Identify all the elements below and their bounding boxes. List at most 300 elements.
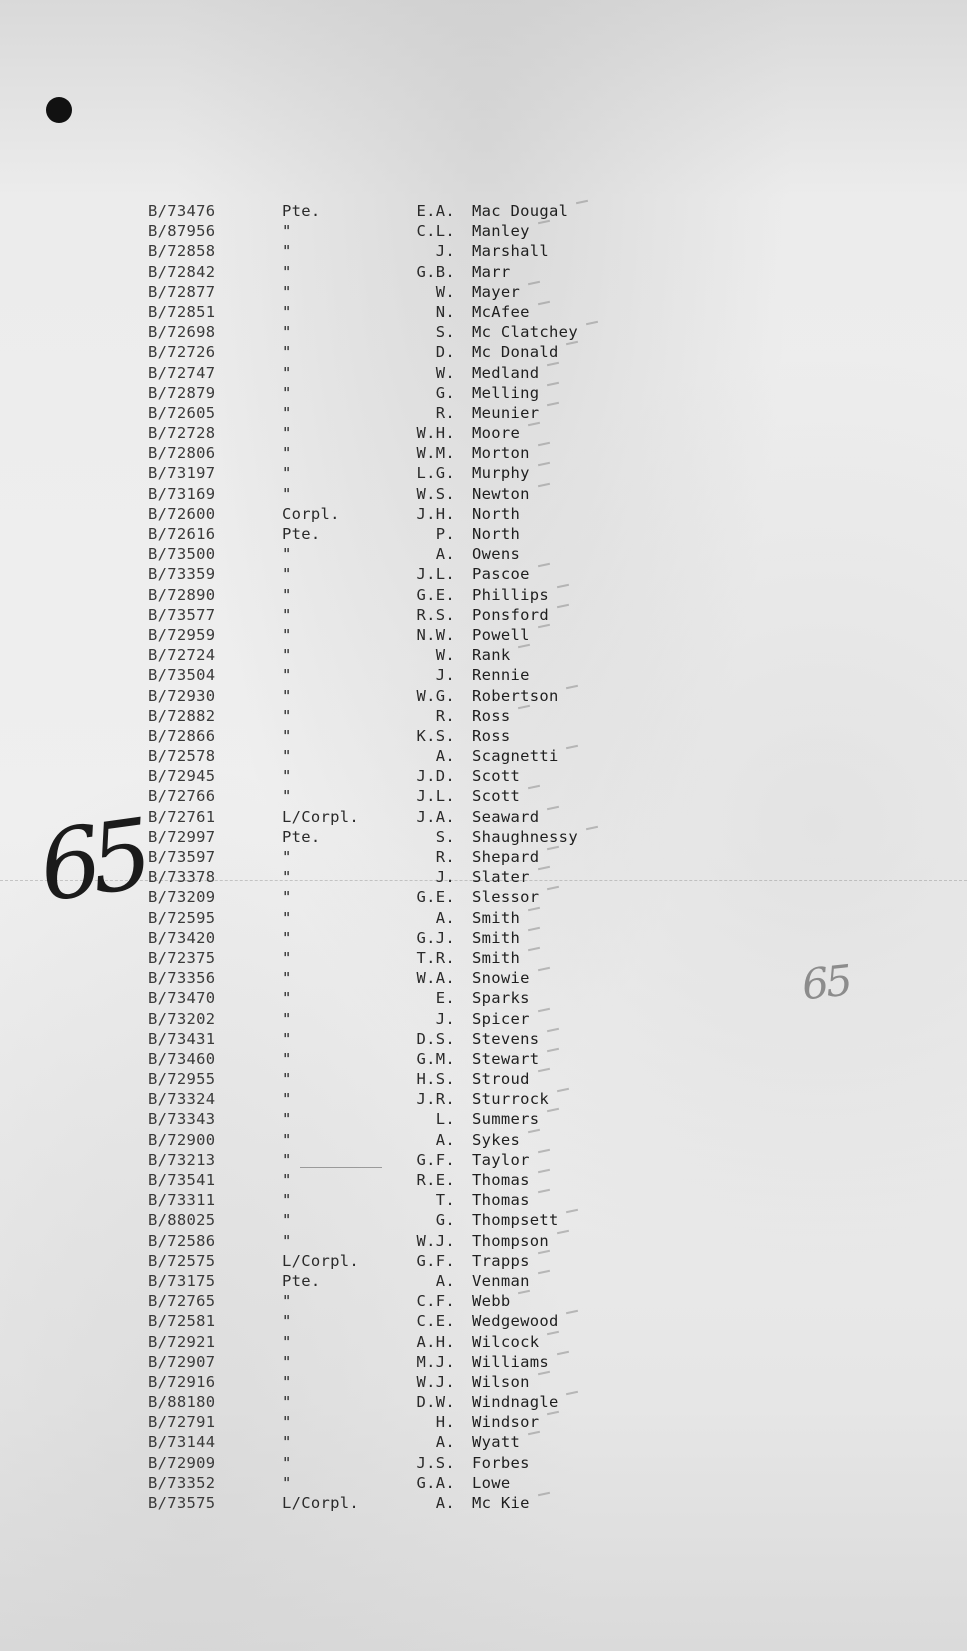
- roster-row: [0, 1392, 967, 1412]
- initials: R.: [435, 706, 455, 725]
- check-tick-mark: [528, 1431, 540, 1435]
- service-number: B/72851: [148, 302, 216, 321]
- service-number: B/73470: [148, 989, 216, 1008]
- initials: T.: [435, 1191, 455, 1210]
- surname: Powell: [472, 625, 530, 644]
- service-number: B/72955: [148, 1070, 216, 1089]
- punch-hole: [46, 97, 72, 123]
- check-tick-mark: [528, 785, 540, 789]
- initials: W.S.: [416, 484, 455, 503]
- check-tick-mark: [528, 927, 540, 931]
- check-tick-mark: [538, 967, 550, 971]
- surname: Phillips: [472, 585, 550, 604]
- initials: G.F.: [416, 1150, 455, 1169]
- check-tick-mark: [566, 684, 578, 688]
- surname: Sturrock: [472, 1090, 550, 1109]
- surname: Slater: [472, 868, 530, 887]
- roster-row: [0, 1473, 967, 1493]
- initials: R.: [435, 403, 455, 422]
- surname: Ross: [472, 706, 511, 725]
- rank: Pte.: [282, 202, 321, 220]
- rank: ": [282, 1292, 292, 1311]
- service-number: B/73324: [148, 1090, 216, 1109]
- service-number: B/73343: [148, 1110, 216, 1129]
- roster-row: [0, 665, 967, 685]
- surname: Mayer: [472, 282, 521, 301]
- roster-row: [0, 463, 967, 483]
- roster-row: [0, 1130, 967, 1150]
- roster-row: [0, 706, 967, 726]
- service-number: B/72761: [148, 807, 216, 826]
- check-tick-mark: [547, 361, 559, 365]
- check-tick-mark: [538, 1371, 550, 1375]
- check-tick-mark: [557, 1229, 569, 1233]
- service-number: B/73175: [148, 1271, 216, 1290]
- surname: Shepard: [472, 848, 540, 866]
- initials: J.H.: [416, 504, 455, 523]
- service-number: B/72858: [148, 242, 216, 261]
- check-tick-mark: [528, 422, 540, 426]
- service-number: B/73431: [148, 1029, 216, 1048]
- roster-row: [0, 847, 967, 867]
- roster-row: [0, 201, 967, 221]
- check-tick-mark: [566, 341, 578, 345]
- rank: L/Corpl.: [282, 807, 360, 826]
- service-number: B/72575: [148, 1251, 216, 1270]
- check-tick-mark: [538, 1492, 550, 1496]
- rank: ": [282, 242, 292, 261]
- service-number: B/72765: [148, 1292, 216, 1311]
- roster-row: [0, 585, 967, 605]
- rank: ": [282, 1211, 292, 1230]
- surname: Smith: [472, 908, 521, 927]
- surname: Mc Clatchey: [472, 323, 578, 342]
- roster-row: [0, 524, 967, 544]
- surname: Sykes: [472, 1130, 521, 1149]
- surname: Snowie: [472, 969, 530, 988]
- roster-row: [0, 423, 967, 443]
- check-tick-mark: [586, 321, 598, 325]
- service-number: B/72747: [148, 363, 216, 382]
- rank: ": [282, 646, 292, 665]
- service-number: B/73500: [148, 545, 216, 564]
- check-tick-mark: [547, 1048, 559, 1052]
- roster-row: [0, 221, 967, 241]
- rank: ": [282, 989, 292, 1008]
- roster-row: [0, 908, 967, 928]
- rank: ": [282, 1049, 292, 1068]
- check-tick-mark: [557, 1088, 569, 1092]
- rank: ": [282, 888, 292, 907]
- initials: W.: [435, 282, 455, 301]
- check-tick-mark: [538, 1270, 550, 1274]
- service-number: B/72909: [148, 1453, 216, 1472]
- surname: Owens: [472, 545, 521, 564]
- check-tick-mark: [538, 1169, 550, 1173]
- surname: Manley: [472, 222, 530, 241]
- service-number: B/73197: [148, 464, 216, 483]
- initials: A.: [435, 1433, 455, 1452]
- initials: G.E.: [416, 888, 455, 907]
- handwritten-page-number-right: 65: [799, 955, 852, 1010]
- surname: Williams: [472, 1352, 550, 1371]
- rank: ": [282, 282, 292, 301]
- initials: J.: [435, 1009, 455, 1028]
- rank: L/Corpl.: [282, 1251, 360, 1270]
- rank: ": [282, 726, 292, 745]
- service-number: B/73541: [148, 1171, 216, 1189]
- initials: D.W.: [416, 1393, 455, 1412]
- roster-row: [0, 1210, 967, 1230]
- rank: ": [282, 302, 292, 321]
- roster-row: [0, 766, 967, 786]
- roster-row: [0, 564, 967, 584]
- roster-row: [0, 241, 967, 261]
- rank: ": [282, 565, 292, 584]
- surname: Mc Kie: [472, 1494, 530, 1512]
- initials: M.J.: [416, 1352, 455, 1371]
- initials: S.: [435, 323, 455, 342]
- roster-row: [0, 1271, 967, 1291]
- initials: A.: [435, 1271, 455, 1290]
- service-number: B/73352: [148, 1473, 216, 1492]
- rank: ": [282, 848, 292, 866]
- surname: Mc Donald: [472, 343, 559, 362]
- check-tick-mark: [528, 281, 540, 285]
- check-tick-mark: [547, 805, 559, 809]
- check-tick-mark: [586, 826, 598, 830]
- rank: ": [282, 545, 292, 564]
- service-number: B/72578: [148, 747, 216, 766]
- service-number: B/73476: [148, 202, 216, 220]
- check-tick-mark: [566, 1310, 578, 1314]
- surname: Shaughnessy: [472, 827, 578, 846]
- rank: Corpl.: [282, 504, 340, 523]
- initials: C.L.: [416, 222, 455, 241]
- rank: ": [282, 464, 292, 483]
- initials: R.E.: [416, 1171, 455, 1189]
- surname: Wedgewood: [472, 1312, 559, 1331]
- initials: W.: [435, 646, 455, 665]
- check-tick-mark: [557, 583, 569, 587]
- rank: ": [282, 706, 292, 725]
- initials: K.S.: [416, 726, 455, 745]
- service-number: B/73202: [148, 1009, 216, 1028]
- service-number: B/72581: [148, 1312, 216, 1331]
- surname: Moore: [472, 424, 521, 443]
- initials: P.: [435, 525, 455, 543]
- rank: ": [282, 1110, 292, 1129]
- service-number: B/73169: [148, 484, 216, 503]
- check-tick-mark: [538, 1250, 550, 1254]
- initials: J.: [435, 868, 455, 887]
- roster-row: [0, 1412, 967, 1432]
- roster-row: [0, 1170, 967, 1190]
- rank: ": [282, 868, 292, 887]
- initials: G.M.: [416, 1049, 455, 1068]
- initials: T.R.: [416, 948, 455, 967]
- surname: Taylor: [472, 1150, 530, 1169]
- rank: ": [282, 928, 292, 947]
- surname: Thomas: [472, 1171, 530, 1189]
- roster-row: [0, 1109, 967, 1129]
- surname: Lowe: [472, 1473, 511, 1492]
- roster-row: [0, 322, 967, 342]
- rank: ": [282, 686, 292, 705]
- surname: Seaward: [472, 807, 540, 826]
- roster-row: [0, 746, 967, 766]
- roster-row: [0, 928, 967, 948]
- check-tick-mark: [566, 1209, 578, 1213]
- initials: E.A.: [416, 202, 455, 220]
- initials: W.M.: [416, 444, 455, 463]
- surname: Thompsett: [472, 1211, 559, 1230]
- service-number: B/73597: [148, 848, 216, 866]
- surname: Rennie: [472, 666, 530, 685]
- roster-row: [0, 1231, 967, 1251]
- check-tick-mark: [547, 1411, 559, 1415]
- service-number: B/72879: [148, 383, 216, 402]
- initials: N.W.: [416, 625, 455, 644]
- service-number: B/73504: [148, 666, 216, 685]
- roster-row: [0, 605, 967, 625]
- initials: R.S.: [416, 605, 455, 624]
- service-number: B/72877: [148, 282, 216, 301]
- check-tick-mark: [557, 1350, 569, 1354]
- surname: Scott: [472, 787, 521, 806]
- service-number: B/72882: [148, 706, 216, 725]
- rank: ": [282, 1433, 292, 1452]
- rank: ": [282, 363, 292, 382]
- rank: ": [282, 424, 292, 443]
- service-number: B/88025: [148, 1211, 216, 1230]
- service-number: B/72586: [148, 1231, 216, 1250]
- initials: J.L.: [416, 565, 455, 584]
- surname: Stewart: [472, 1049, 540, 1068]
- check-tick-mark: [547, 846, 559, 850]
- roster-row: [0, 726, 967, 746]
- rank: Pte.: [282, 525, 321, 543]
- roster-row: [0, 443, 967, 463]
- roster-row: [0, 1029, 967, 1049]
- rank: ": [282, 948, 292, 967]
- check-tick-mark: [538, 482, 550, 486]
- surname: Stroud: [472, 1070, 530, 1089]
- roster-row: [0, 1453, 967, 1473]
- rank: ": [282, 1009, 292, 1028]
- initials: W.H.: [416, 424, 455, 443]
- roster-row: [0, 1432, 967, 1452]
- rank: ": [282, 908, 292, 927]
- roster-row: [0, 1291, 967, 1311]
- check-tick-mark: [538, 220, 550, 224]
- initials: C.E.: [416, 1312, 455, 1331]
- rank: ": [282, 767, 292, 786]
- surname: Wyatt: [472, 1433, 521, 1452]
- check-tick-mark: [547, 1330, 559, 1334]
- initials: G.: [435, 383, 455, 402]
- surname: Marr: [472, 262, 511, 281]
- service-number: B/73420: [148, 928, 216, 947]
- service-number: B/72724: [148, 646, 216, 665]
- surname: Stevens: [472, 1029, 540, 1048]
- roster-row: [0, 544, 967, 564]
- check-tick-mark: [528, 947, 540, 951]
- rank: ": [282, 383, 292, 402]
- service-number: B/73378: [148, 868, 216, 887]
- surname: McAfee: [472, 302, 530, 321]
- initials: L.G.: [416, 464, 455, 483]
- service-number: B/72842: [148, 262, 216, 281]
- rank: ": [282, 484, 292, 503]
- roster-row: [0, 1352, 967, 1372]
- roster-row: [0, 1372, 967, 1392]
- rank: ": [282, 1372, 292, 1391]
- initials: D.: [435, 343, 455, 362]
- service-number: B/73311: [148, 1191, 216, 1210]
- check-tick-mark: [547, 886, 559, 890]
- service-number: B/73359: [148, 565, 216, 584]
- roster-row: [0, 342, 967, 362]
- initials: R.: [435, 848, 455, 866]
- initials: G.: [435, 1211, 455, 1230]
- handwritten-page-number-left: 65: [32, 798, 150, 924]
- initials: G.E.: [416, 585, 455, 604]
- service-number: B/72997: [148, 827, 216, 846]
- initials: H.S.: [416, 1070, 455, 1089]
- surname: Slessor: [472, 888, 540, 907]
- service-number: B/72959: [148, 625, 216, 644]
- roster-row: [0, 1009, 967, 1029]
- surname: Rank: [472, 646, 511, 665]
- initials: W.G.: [416, 686, 455, 705]
- rank: ": [282, 747, 292, 766]
- roster-row: [0, 1251, 967, 1271]
- check-tick-mark: [518, 644, 530, 648]
- surname: Thomas: [472, 1191, 530, 1210]
- initials: D.S.: [416, 1029, 455, 1048]
- rank: ": [282, 323, 292, 342]
- surname: Ross: [472, 726, 511, 745]
- check-tick-mark: [538, 563, 550, 567]
- roster-row: [0, 1069, 967, 1089]
- rank: ": [282, 1171, 292, 1189]
- initials: J.L.: [416, 787, 455, 806]
- roster-row: [0, 1150, 967, 1170]
- service-number: B/72921: [148, 1332, 216, 1351]
- check-tick-mark: [538, 462, 550, 466]
- surname: Marshall: [472, 242, 550, 261]
- check-tick-mark: [538, 1068, 550, 1072]
- check-tick-mark: [518, 704, 530, 708]
- roster-row: [0, 1190, 967, 1210]
- service-number: B/72907: [148, 1352, 216, 1371]
- check-tick-mark: [566, 745, 578, 749]
- surname: Medland: [472, 363, 540, 382]
- service-number: B/73460: [148, 1049, 216, 1068]
- roster-row: [0, 686, 967, 706]
- initials: J.: [435, 666, 455, 685]
- surname: Pascoe: [472, 565, 530, 584]
- roster-row: [0, 1089, 967, 1109]
- rank: ": [282, 585, 292, 604]
- roster-row: [0, 504, 967, 524]
- rank: ": [282, 1191, 292, 1210]
- roster-row: [0, 262, 967, 282]
- surname: Scott: [472, 767, 521, 786]
- rank: ": [282, 343, 292, 362]
- check-tick-mark: [557, 604, 569, 608]
- surname: Windnagle: [472, 1393, 559, 1412]
- initials: A.: [435, 1130, 455, 1149]
- check-tick-mark: [538, 442, 550, 446]
- check-tick-mark: [547, 1108, 559, 1112]
- roster-row: [0, 403, 967, 423]
- initials: A.: [435, 747, 455, 766]
- service-number: B/72791: [148, 1413, 216, 1432]
- rank: L/Corpl.: [282, 1494, 360, 1512]
- surname: North: [472, 504, 521, 523]
- rank: ": [282, 787, 292, 806]
- service-number: B/72766: [148, 787, 216, 806]
- surname: Summers: [472, 1110, 540, 1129]
- initials: G.B.: [416, 262, 455, 281]
- rank: Pte.: [282, 1271, 321, 1290]
- initials: N.: [435, 302, 455, 321]
- surname: Wilson: [472, 1372, 530, 1391]
- service-number: B/72726: [148, 343, 216, 362]
- surname: Murphy: [472, 464, 530, 483]
- initials: W.: [435, 363, 455, 382]
- check-tick-mark: [538, 1189, 550, 1193]
- service-number: B/72698: [148, 323, 216, 342]
- surname: Spicer: [472, 1009, 530, 1028]
- rank: ": [282, 666, 292, 685]
- roster-row: [0, 827, 967, 847]
- service-number: B/72728: [148, 424, 216, 443]
- roster-row: [0, 363, 967, 383]
- rank: ": [282, 1453, 292, 1472]
- roster-row: [0, 1049, 967, 1069]
- rank: ": [282, 403, 292, 422]
- roster-row: [0, 1332, 967, 1352]
- initials: J.S.: [416, 1453, 455, 1472]
- roster-row: [0, 484, 967, 504]
- initials: A.H.: [416, 1332, 455, 1351]
- surname: Morton: [472, 444, 530, 463]
- initials: G.J.: [416, 928, 455, 947]
- rank: Pte.: [282, 827, 321, 846]
- surname: Newton: [472, 484, 530, 503]
- surname: Wilcock: [472, 1332, 540, 1351]
- check-tick-mark: [538, 1007, 550, 1011]
- service-number: B/72605: [148, 403, 216, 422]
- initials: W.J.: [416, 1372, 455, 1391]
- rank: ": [282, 1473, 292, 1492]
- roster-row: [0, 1493, 967, 1513]
- rank: ": [282, 625, 292, 644]
- initials: G.A.: [416, 1473, 455, 1492]
- rank: ": [282, 1150, 292, 1169]
- initials: H.: [435, 1413, 455, 1432]
- rank: ": [282, 1090, 292, 1109]
- initials: L.: [435, 1110, 455, 1129]
- service-number: B/88180: [148, 1393, 216, 1412]
- check-tick-mark: [528, 906, 540, 910]
- rank: ": [282, 222, 292, 241]
- service-number: B/72595: [148, 908, 216, 927]
- initials: A.: [435, 545, 455, 564]
